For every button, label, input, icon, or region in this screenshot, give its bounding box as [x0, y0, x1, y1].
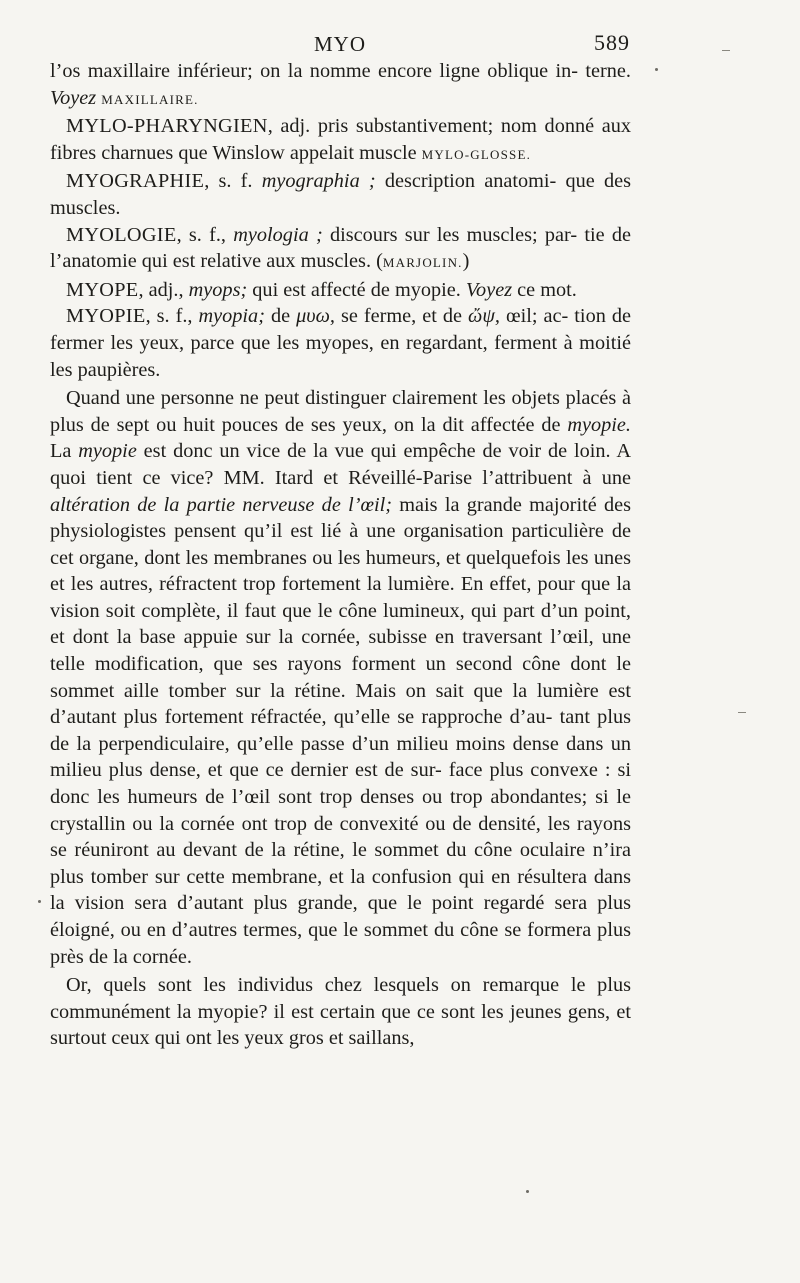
- italic-text: μυω,: [296, 305, 335, 328]
- entry-myologie: [50, 222, 631, 277]
- italic-text: myopia;: [198, 305, 265, 328]
- text-run: , s. f.,: [145, 305, 199, 328]
- text-run: La: [50, 440, 79, 463]
- entry-myopie: [50, 303, 631, 383]
- italic-text: myopie.: [567, 413, 631, 436]
- text-run: l’os maxillaire inférieur; on la nomme encore ligne oblique in- terne.: [50, 60, 631, 82]
- running-header: [50, 30, 630, 56]
- text-run: , adj. pris substantivement; nom donné aux fibres charnues que Winslow appelait muscle: [50, 115, 631, 164]
- page-number: 589: [594, 30, 630, 55]
- text-run: qui est affecté de myopie.: [247, 278, 466, 301]
- entry-headword: MYOPE: [66, 278, 139, 301]
- text-run: discours sur les muscles; par- tie de l’anatomie qui est relative aux muscles. (: [50, 223, 631, 273]
- text-run: ce mot.: [512, 278, 577, 301]
- text-run: description anatomi- que des muscles.: [50, 170, 631, 219]
- italic-text: myographia ;: [261, 170, 376, 193]
- text-run: , adj.,: [138, 278, 189, 301]
- small-caps-reference: MAXILLAIRE.: [101, 91, 199, 107]
- paragraph-myopie-cause: [50, 385, 631, 970]
- italic-text: Voyez: [50, 86, 97, 109]
- entry-headword: MYOGRAPHIE: [66, 170, 205, 193]
- text-run: mais la grande majorité des physiologistes pensent qu’il est lié à une organisation particulière de cet organe, dont les membranes ou les humeurs, et quelquefois les unes et les autres, réfractent trop fortement la lumière. En effet, pour que la vision soit complète, il faut que le cône lumineux, qui part d’un point, et dont la base appuie sur la cornée, subisse en traversant l’œil, une telle modification, que ses rayons forment un second cône dont le sommet aille tomber sur la rétine. Mais on sait que la lumière est d’autant plus fortement réfractée, qu’elle se rapproche d’au- tant plus de la perpendiculaire, qu’elle passe d’un milieu moins dense dans un milieu plus dense, et que ce dernier est de sur- face plus convexe : si donc les humeurs de l’œil sont trop denses ou trop abondantes; si le crystallin ou la cornée ont trop de convexité ou de densité, les rayons se réuniront au devant de la rétine, le sommet du cône oculaire n’ira plus tomber sur cette membrane, et la confusion qui en résultera dans la vision sera d’autant plus grande, que le point regardé sera plus éloigné, ou en d’autres termes, que le sommet du cône se formera plus près de la cornée.: [50, 493, 631, 968]
- page-body: [50, 58, 631, 1052]
- entry-myope: [50, 277, 631, 304]
- italic-text: ὤψ,: [468, 305, 500, 328]
- text-run: , s. f.: [204, 170, 262, 193]
- running-title: MYO: [313, 32, 366, 56]
- small-caps-reference: MARJOLIN.: [382, 255, 463, 271]
- italic-text: Voyez: [465, 278, 513, 301]
- margin-mark: [722, 50, 730, 51]
- italic-text: myologia ;: [233, 223, 323, 246]
- italic-text: myopie: [78, 440, 137, 463]
- margin-speck: [38, 900, 41, 903]
- entry-headword: MYOPIE: [66, 305, 146, 328]
- margin-speck: [526, 1190, 529, 1193]
- margin-speck: [655, 68, 658, 71]
- text-run: de: [264, 305, 297, 328]
- text-run: ): [462, 250, 470, 273]
- entry-mylo-pharyngien: [50, 113, 631, 168]
- entry-continuation: [50, 58, 631, 113]
- entry-headword: MYOLOGIE: [66, 223, 177, 246]
- small-caps-reference: MYLO-GLOSSE.: [421, 146, 532, 162]
- margin-mark: [738, 712, 746, 713]
- text-run: œil; ac- tion de fermer les yeux, parce que les myopes, en regardant, ferment à moitié les paupières.: [50, 305, 631, 381]
- text-run: est donc un vice de la vue qui empêche de voir de loin. A quoi tient ce vice? MM. Itard et Réveillé-Parise l’attribuent à une: [50, 440, 631, 489]
- entry-headword: MYLO-PHARYNGIEN: [66, 115, 268, 138]
- text-run: , s. f.,: [176, 223, 234, 246]
- entry-myographie: [50, 168, 631, 221]
- text-run: Quand une personne ne peut distinguer clairement les objets placés à plus de sept ou huit pouces de ses yeux, on la dit affectée de: [50, 387, 631, 436]
- italic-text: myops;: [188, 278, 248, 301]
- text-run: se ferme, et de: [334, 305, 468, 328]
- italic-text: altération de la partie nerveuse de l’œil;: [50, 493, 393, 516]
- text-run: Or, quels sont les individus chez lesquels on remarque le plus communément la myopie? il est certain que ce sont les jeunes gens, et surtout ceux qui ont les yeux gros et saillans,: [50, 974, 631, 1050]
- paragraph-myopie-individus: [50, 972, 631, 1052]
